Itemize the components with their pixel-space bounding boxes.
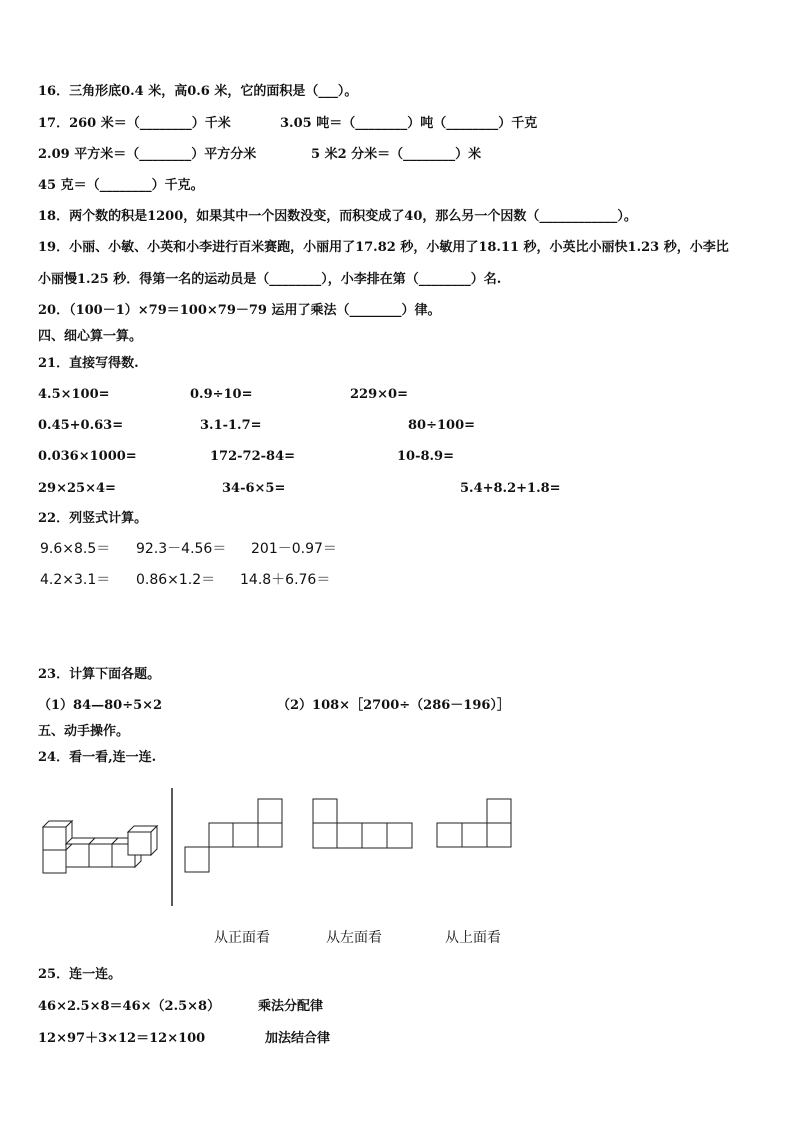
q25-left-1: 46×2.5×8＝46×（2.5×8） bbox=[38, 999, 221, 1014]
cube-arrangement-3d bbox=[43, 821, 157, 873]
section-4-heading: 四、细心算一算。 bbox=[38, 329, 143, 344]
question-17-part-d: 5 米2 分米＝（________）米 bbox=[311, 147, 482, 162]
question-23-part-1: （1）84—80÷5×2 bbox=[38, 698, 163, 713]
q22-item-2: 92.3－4.56＝ bbox=[136, 541, 227, 557]
q21-item-1: 4.5×100= bbox=[38, 387, 110, 402]
q21-item-12: 5.4+8.2+1.8= bbox=[460, 481, 561, 496]
question-23-title: 23．计算下面各题。 bbox=[38, 667, 161, 682]
question-19-line-1: 19．小丽、小敏、小英和小李进行百米赛跑，小丽用了17.82 秒，小敏用了18.11 秒，小英比小丽快1.23 秒，小李比 bbox=[38, 240, 729, 255]
question-17-part-e: 45 克＝（________）千克。 bbox=[38, 178, 204, 193]
q21-item-8: 172-72-84= bbox=[210, 449, 296, 464]
q22-item-6: 14.8＋6.76＝ bbox=[240, 572, 331, 588]
question-21-title: 21．直接写得数. bbox=[38, 356, 139, 371]
section-5-heading: 五、动手操作。 bbox=[38, 724, 130, 739]
q25-right-2: 加法结合律 bbox=[265, 1031, 331, 1046]
question-17-part-c: 2.09 平方米＝（________）平方分米 bbox=[38, 147, 257, 162]
question-20: 20．（100－1）×79＝100×79－79 运用了乘法（________）律。 bbox=[38, 303, 441, 318]
view-shape-1 bbox=[185, 799, 282, 872]
question-18: 18．两个数的积是1200，如果其中一个因数没变，而积变成了40，那么另一个因数（____________）。 bbox=[38, 209, 637, 224]
q22-item-4: 4.2×3.1＝ bbox=[40, 572, 111, 588]
view-shape-2 bbox=[313, 799, 412, 848]
q22-item-1: 9.6×8.5＝ bbox=[40, 541, 111, 557]
question-16: 16．三角形底0.4 米，高0.6 米，它的面积是（___）。 bbox=[38, 84, 358, 99]
question-25-title: 25．连一连。 bbox=[38, 967, 122, 982]
question-17-part-a: 17．260 米＝（________）千米 bbox=[38, 116, 231, 131]
q22-item-5: 0.86×1.2＝ bbox=[136, 572, 216, 588]
q25-right-1: 乘法分配律 bbox=[258, 999, 324, 1014]
q21-item-3: 229×0= bbox=[350, 387, 408, 402]
view-label-left: 从左面看 bbox=[326, 930, 382, 946]
q21-item-2: 0.9÷10= bbox=[190, 387, 253, 402]
q21-item-7: 0.036×1000= bbox=[38, 449, 137, 464]
q21-item-5: 3.1-1.7= bbox=[200, 418, 262, 433]
q22-item-3: 201－0.97＝ bbox=[251, 541, 337, 557]
view-label-top: 从上面看 bbox=[445, 930, 501, 946]
question-22-title: 22．列竖式计算。 bbox=[38, 511, 148, 526]
question-17-part-b: 3.05 吨＝（________）吨（________）千克 bbox=[280, 116, 538, 131]
q21-item-10: 29×25×4= bbox=[38, 481, 116, 496]
q21-item-4: 0.45+0.63= bbox=[38, 418, 124, 433]
question-19-line-2: 小丽慢1.25 秒．得第一名的运动员是（________），小李排在第（________）名. bbox=[38, 272, 502, 287]
q21-item-9: 10-8.9= bbox=[397, 449, 454, 464]
q21-item-11: 34-6×5= bbox=[222, 481, 286, 496]
q21-item-6: 80÷100= bbox=[408, 418, 476, 433]
question-23-part-2: （2）108×［2700÷（286－196）］ bbox=[277, 698, 510, 713]
view-label-front: 从正面看 bbox=[214, 930, 270, 946]
q25-left-2: 12×97＋3×12＝12×100 bbox=[38, 1031, 206, 1046]
view-shape-3 bbox=[437, 799, 511, 847]
question-24-title: 24．看一看,连一连. bbox=[38, 750, 157, 765]
